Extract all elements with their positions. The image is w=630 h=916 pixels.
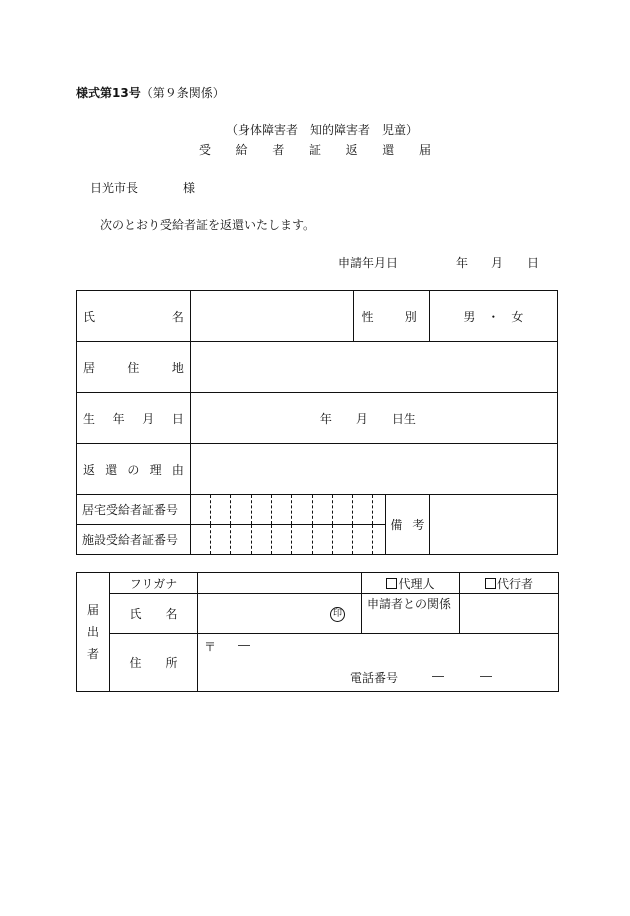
notifier-table	[76, 572, 559, 692]
remarks-field[interactable]	[429, 495, 557, 555]
proxy-checkbox[interactable]	[485, 578, 496, 589]
agent-option[interactable]: 代理人	[362, 573, 460, 594]
notifier-address-label: 住 所	[110, 634, 198, 692]
title-char: 受	[199, 143, 212, 157]
title-char: 返	[345, 143, 358, 157]
postal-mark: 〒	[204, 640, 217, 654]
form-subtitle: （身体障害者 知的障害者 児童）	[226, 123, 419, 137]
phone-dash: ―	[480, 669, 492, 683]
application-day: 日	[527, 256, 540, 270]
name-label: 氏 名	[77, 291, 191, 342]
phone-label: 電話番号	[350, 671, 399, 685]
agent-checkbox[interactable]	[386, 578, 397, 589]
addressee-suffix: 様	[183, 181, 196, 195]
digit-boxes	[191, 495, 385, 524]
name-field[interactable]	[190, 291, 353, 342]
digit-boxes	[191, 525, 385, 554]
notifier-address-field[interactable]	[198, 634, 559, 692]
title-char: 届	[418, 143, 431, 157]
notifier-name-field[interactable]	[198, 594, 362, 634]
notifier-name-label: 氏 名	[110, 594, 198, 634]
addressee: 日光市長	[90, 181, 139, 195]
birthdate-value: 年 月 日生	[319, 411, 416, 426]
related-article: （第９条関係）	[140, 86, 225, 100]
furigana-field[interactable]	[198, 573, 362, 594]
seal-mark: 印	[330, 607, 345, 622]
residence-label: 居 住 地	[77, 342, 191, 393]
reason-field[interactable]	[190, 444, 557, 495]
furigana-label: フリガナ	[110, 573, 198, 594]
form-number	[76, 84, 225, 101]
form-number-label: 様式第13号	[76, 86, 141, 100]
title-char: 証	[308, 143, 321, 157]
home-cert-label: 居宅受給者証番号	[77, 495, 191, 525]
applicant-table	[76, 290, 558, 555]
reason-label: 返 還 の 理 由	[77, 444, 191, 495]
application-date-label: 申請年月日	[338, 256, 399, 270]
home-cert-digits[interactable]	[190, 495, 385, 525]
intro-text: 次のとおり受給者証を返還いたします。	[100, 218, 316, 232]
relation-label: 申請者との関係	[362, 594, 460, 634]
title-char: 給	[235, 143, 248, 157]
birthdate-label: 生 年 月 日	[77, 393, 191, 444]
form-title	[199, 141, 431, 158]
title-char: 者	[272, 143, 285, 157]
remarks-label: 備 考	[386, 495, 430, 555]
sex-options[interactable]: 男 ・ 女	[429, 291, 557, 342]
facility-cert-label: 施設受給者証番号	[77, 525, 191, 555]
residence-field[interactable]	[190, 342, 557, 393]
application-month: 月	[491, 256, 504, 270]
proxy-option[interactable]: 代行者	[460, 573, 559, 594]
application-year: 年	[456, 256, 469, 270]
birthdate-field[interactable]	[190, 393, 557, 444]
facility-cert-digits[interactable]	[190, 525, 385, 555]
notifier-side-label: 届 出 者	[77, 573, 110, 692]
sex-label: 性 別	[353, 291, 429, 342]
title-char: 還	[382, 143, 395, 157]
relation-field[interactable]	[460, 594, 559, 634]
postal-dash: ―	[238, 638, 250, 652]
phone-dash: ―	[432, 669, 444, 683]
